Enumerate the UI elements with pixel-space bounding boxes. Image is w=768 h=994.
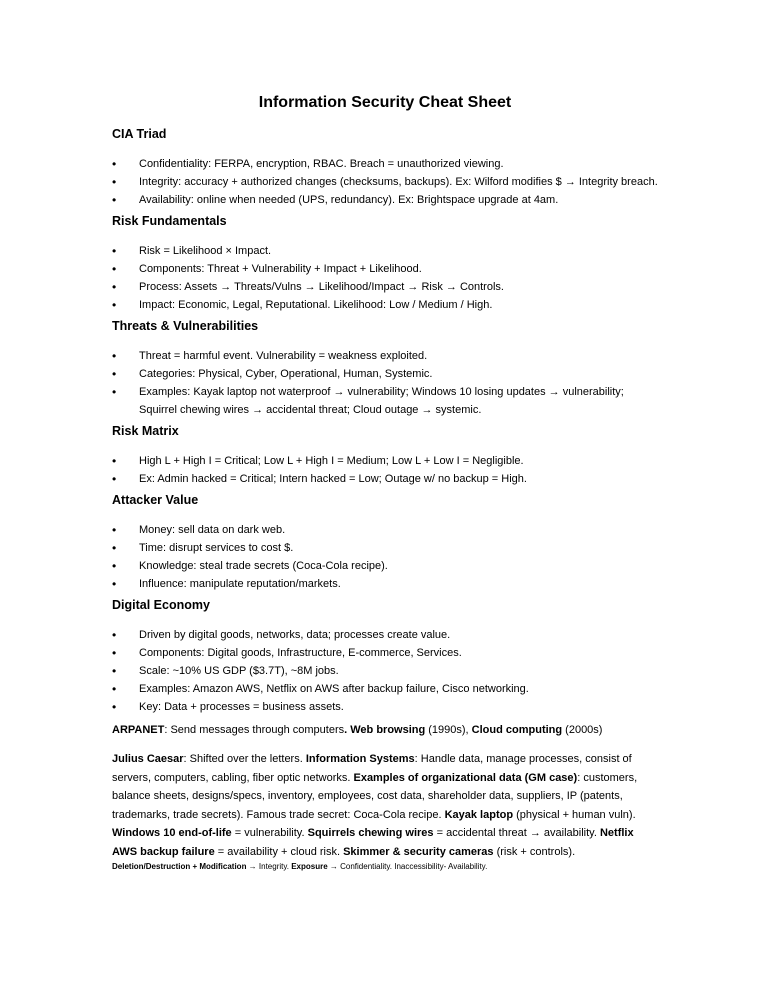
list-item: • Process: Assets → Threats/Vulns → Likelihood/Impact → Risk → Controls. xyxy=(112,278,658,296)
list-item: • Components: Digital goods, Infrastructure, E-commerce, Services. xyxy=(112,644,658,662)
section-heading: Risk Matrix xyxy=(112,424,179,438)
list-item: • Confidentiality: FERPA, encryption, RBAC. Breach = unauthorized viewing. xyxy=(112,155,658,173)
bold-term: Deletion/Destruction + Modification xyxy=(112,862,247,871)
section-heading: Risk Fundamentals xyxy=(112,214,227,228)
section-heading: CIA Triad xyxy=(112,127,167,141)
text-run: → Confidentiality. Inaccessibility- Availability. xyxy=(327,862,488,871)
bold-term: Skimmer & security cameras xyxy=(343,845,494,858)
list-item: • Scale: ~10% US GDP ($3.7T), ~8M jobs. xyxy=(112,662,658,680)
list-item: • Ex: Admin hacked = Critical; Intern hacked = Low; Outage w/ no backup = High. xyxy=(112,470,658,488)
bullet-list xyxy=(112,626,658,716)
text-run: → Integrity. xyxy=(246,862,292,871)
sections-container xyxy=(112,127,658,716)
page-title: Information Security Cheat Sheet xyxy=(258,94,512,111)
bold-term: Netflix AWS backup failure xyxy=(112,827,634,858)
bold-term: Julius Caesar xyxy=(112,753,184,765)
bullet-list xyxy=(112,452,658,488)
list-item: • Threat = harmful event. Vulnerability = weakness exploited. xyxy=(112,347,658,365)
text-run: = vulnerability. xyxy=(231,827,308,839)
text-run: : Send messages through computers xyxy=(164,724,345,736)
bold-term: Exposure xyxy=(291,862,328,871)
section-heading: Digital Economy xyxy=(112,598,210,612)
text-run: (2000s) xyxy=(562,724,603,736)
list-item: • Categories: Physical, Cyber, Operational, Human, Systemic. xyxy=(112,365,658,383)
bold-term: Kayak laptop xyxy=(444,808,514,821)
list-item: • High L + High I = Critical; Low L + High I = Medium; Low L + Low I = Negligible. xyxy=(112,452,658,470)
paragraph-small-notes xyxy=(112,861,658,873)
list-item: • Money: sell data on dark web. xyxy=(112,521,658,539)
text-run: : customers, balance sheets, designs/specs, inventory, employees, cost data, shareholder data, suppliers, IP (patents, trademarks, trade secrets). Famous trade secret: Coca-Cola recipe. xyxy=(112,771,638,821)
text-run: (risk + controls). xyxy=(493,845,576,858)
list-item: • Integrity: accuracy + authorized changes (checksums, backups). Ex: Wilford modifies $ → Integrity breach. xyxy=(112,173,658,191)
bold-term: Information Systems xyxy=(305,753,415,765)
text-run: : Handle data, manage processes, consist of servers, computers, cabling, fiber optic networks. xyxy=(112,753,632,784)
list-item: • Risk = Likelihood × Impact. xyxy=(112,242,658,260)
list-item: • Components: Threat + Vulnerability + Impact + Likelihood. xyxy=(112,260,658,278)
paragraph-notes xyxy=(112,750,658,861)
list-item: • Key: Data + processes = business assets. xyxy=(112,698,658,716)
list-item: • Knowledge: steal trade secrets (Coca-Cola recipe). xyxy=(112,557,658,575)
text-run: = availability + cloud risk. xyxy=(214,845,344,858)
bullet-list xyxy=(112,155,658,209)
list-item: • Time: disrupt services to cost $. xyxy=(112,539,658,557)
bold-term: Examples of organizational data (GM case) xyxy=(353,771,578,784)
bold-term: ARPANET xyxy=(112,724,165,736)
section-heading: Threats & Vulnerabilities xyxy=(112,319,259,333)
bold-term: Cloud computing xyxy=(471,724,563,736)
text-run: : Shifted over the letters. xyxy=(183,753,306,765)
bold-term: Windows 10 end-of-life xyxy=(112,827,232,839)
bullet-list xyxy=(112,242,658,314)
list-item: • Driven by digital goods, networks, data; processes create value. xyxy=(112,626,658,644)
paragraph-history xyxy=(112,721,658,739)
text-run: (1990s), xyxy=(425,724,472,736)
list-item: • Examples: Amazon AWS, Netflix on AWS after backup failure, Cisco networking. xyxy=(112,680,658,698)
section-heading: Attacker Value xyxy=(112,493,199,507)
bullet-list xyxy=(112,521,658,593)
text-run: (physical + human vuln). xyxy=(513,808,636,821)
list-item: • Examples: Kayak laptop not waterproof → vulnerability; Windows 10 losing updates → vulnerability; Squirrel chewing wires → accidental threat; Cloud outage → systemic. xyxy=(112,383,658,419)
bold-term: Squirrels chewing wires xyxy=(307,827,434,839)
bullet-list xyxy=(112,347,658,419)
text-run: = accidental threat → availability. xyxy=(433,827,600,839)
bold-term: . Web browsing xyxy=(344,724,426,736)
list-item: • Impact: Economic, Legal, Reputational. Likelihood: Low / Medium / High. xyxy=(112,296,658,314)
list-item: • Influence: manipulate reputation/markets. xyxy=(112,575,658,593)
list-item: • Availability: online when needed (UPS, redundancy). Ex: Brightspace upgrade at 4am. xyxy=(112,191,658,209)
